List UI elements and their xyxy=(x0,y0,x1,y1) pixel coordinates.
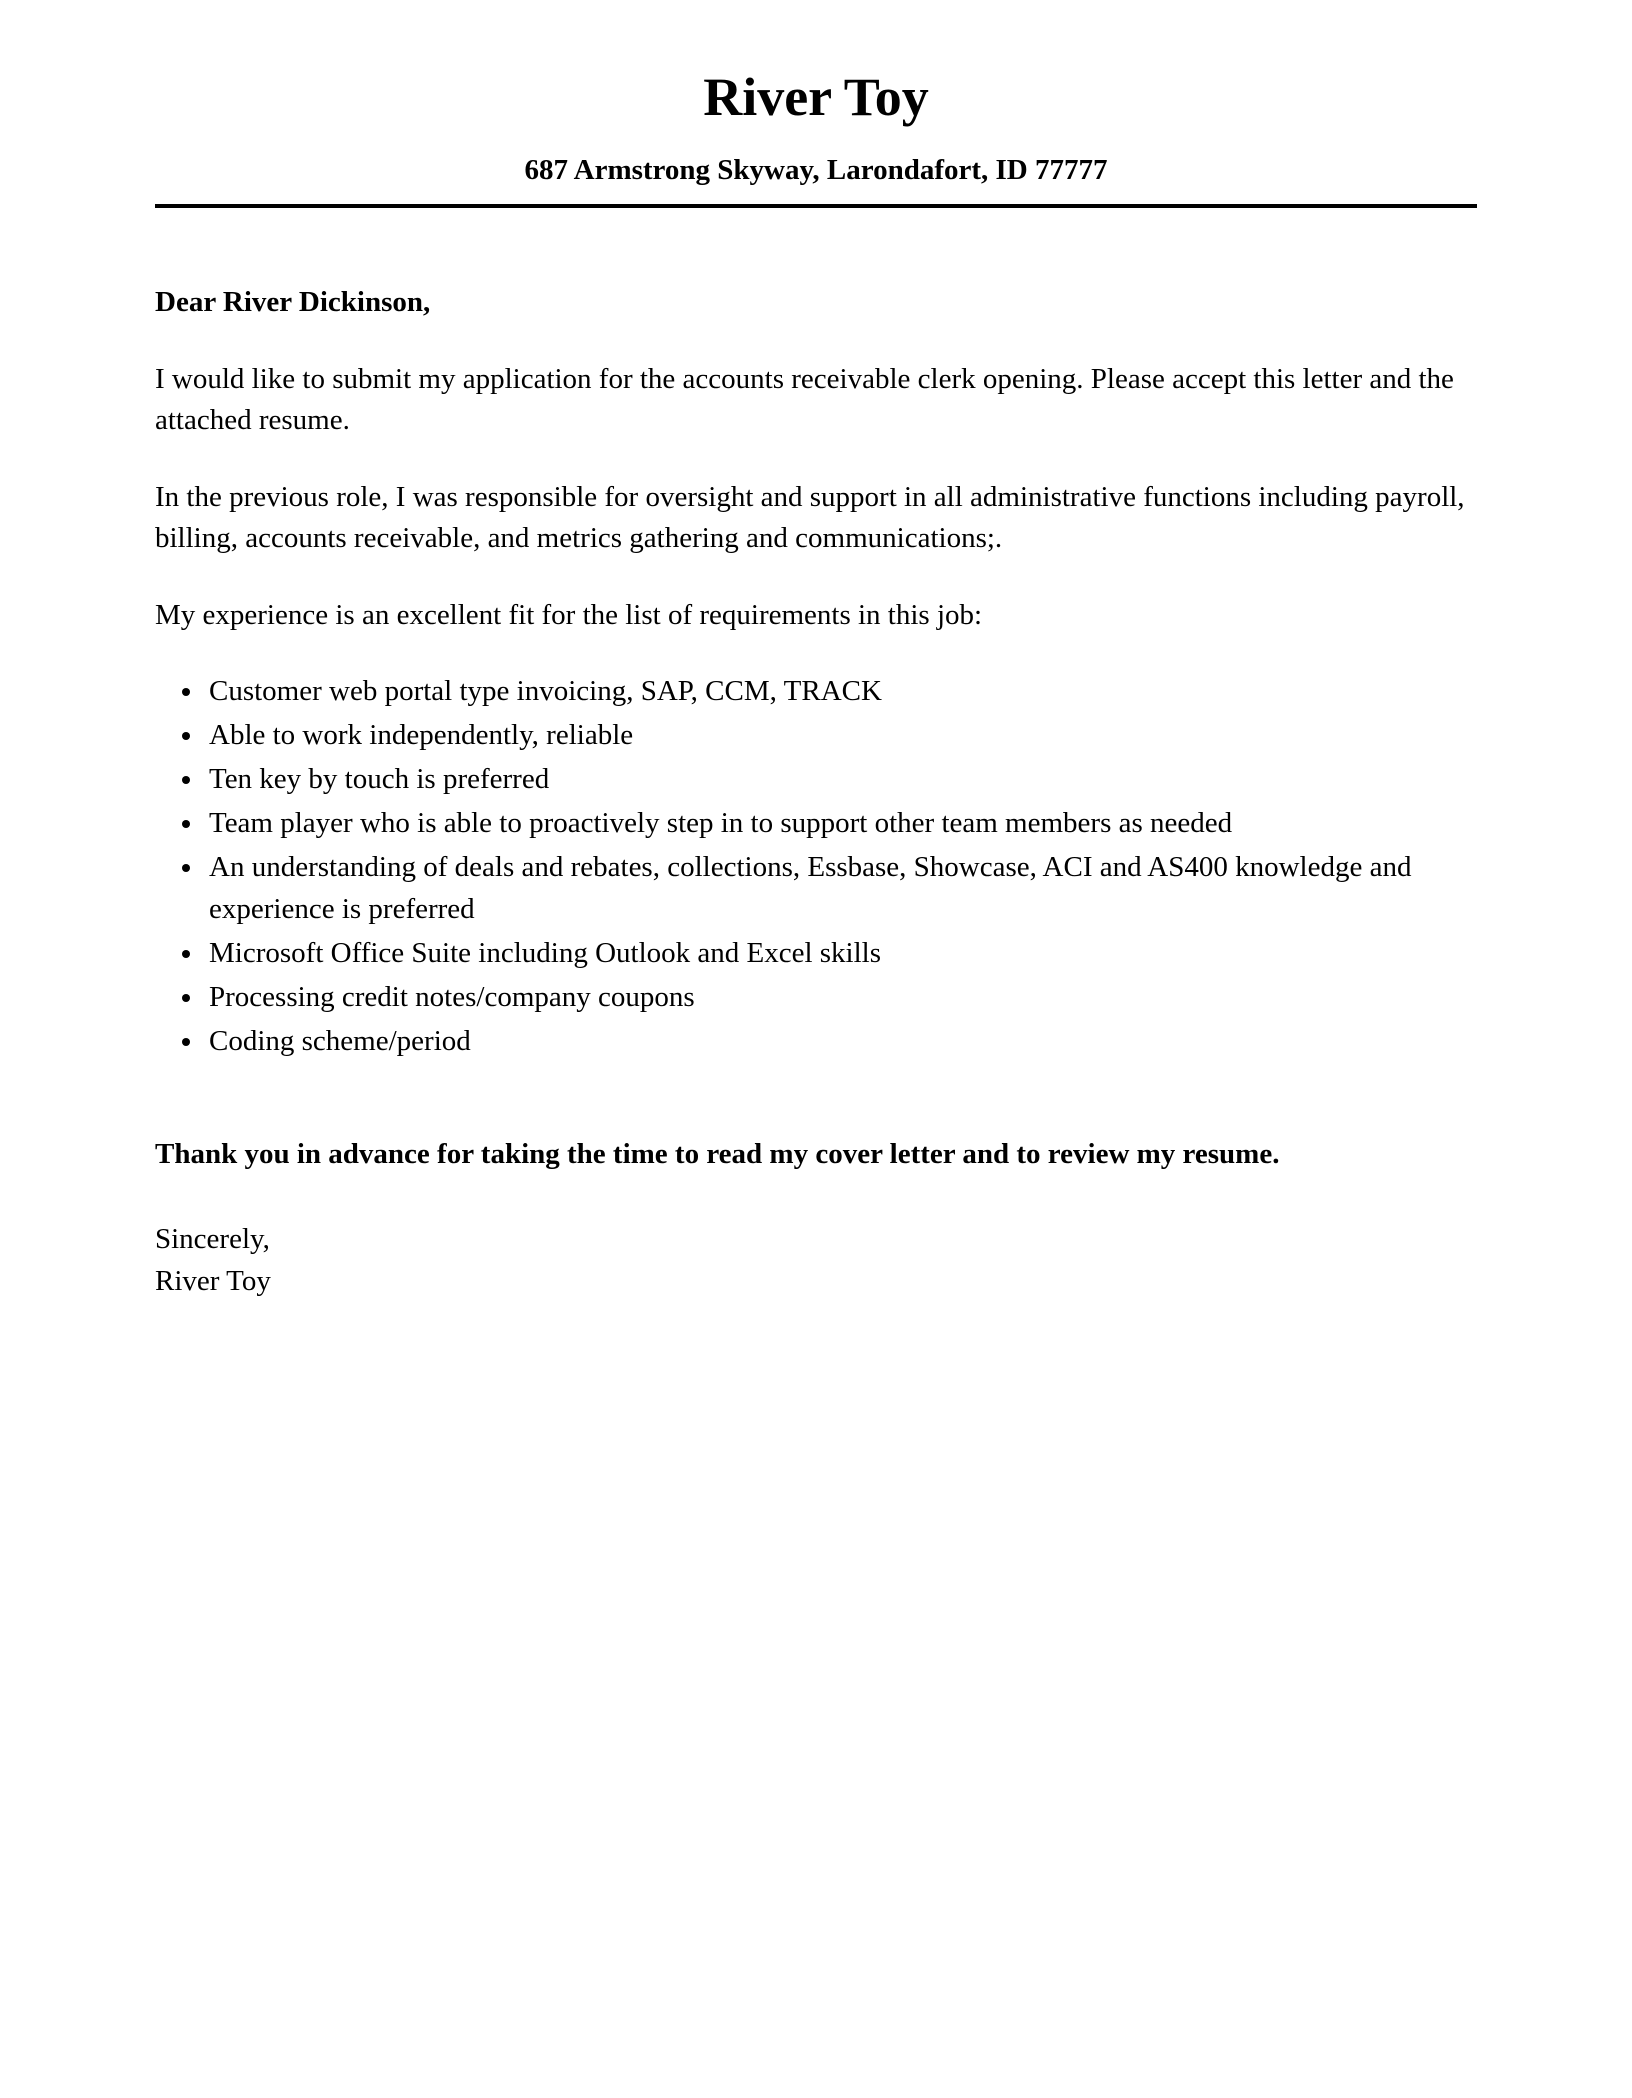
list-item: • An understanding of deals and rebates, collections, Essbase, Showcase, ACI and AS400 knowledge and experience is preferred xyxy=(205,847,1477,929)
signoff-word: Sincerely, xyxy=(155,1223,270,1256)
list-item: • Team player who is able to proactively step in to support other team members as needed xyxy=(205,803,1477,844)
signature-name: River Toy xyxy=(155,1264,271,1297)
requirements-list xyxy=(155,671,1477,1063)
list-item: • Customer web portal type invoicing, SAP, CCM, TRACK xyxy=(205,671,1477,712)
header-divider xyxy=(155,204,1477,208)
list-item: • Processing credit notes/company coupons xyxy=(205,977,1477,1018)
paragraph-experience-fit: My experience is an excellent fit for the list of requirements in this job: xyxy=(155,599,983,632)
list-item: • Ten key by touch is preferred xyxy=(205,759,1477,800)
list-item: • Able to work independently, reliable xyxy=(205,715,1477,756)
list-item: • Microsoft Office Suite including Outlook and Excel skills xyxy=(205,933,1477,974)
letter-body xyxy=(155,282,1477,1302)
signoff-block xyxy=(155,1219,1477,1301)
list-item: • Coding scheme/period xyxy=(205,1021,1477,1062)
sender-address: 687 Armstrong Skyway, Larondafort, ID 77777 xyxy=(524,154,1108,187)
paragraph-previous-role: In the previous role, I was responsible for oversight and support in all administrative functions including payroll, billing, accounts receivable, and metrics gathering and communications;. xyxy=(155,481,1465,555)
paragraph-application: I would like to submit my application for the accounts receivable clerk opening. Please accept this letter and the attached resume. xyxy=(155,362,1454,436)
salutation: Dear River Dickinson, xyxy=(155,286,431,319)
closing-thanks: Thank you in advance for taking the time to read my cover letter and to review my resume. xyxy=(155,1138,1280,1171)
letter-header xyxy=(155,68,1477,208)
sender-name-title: River Toy xyxy=(703,67,929,127)
